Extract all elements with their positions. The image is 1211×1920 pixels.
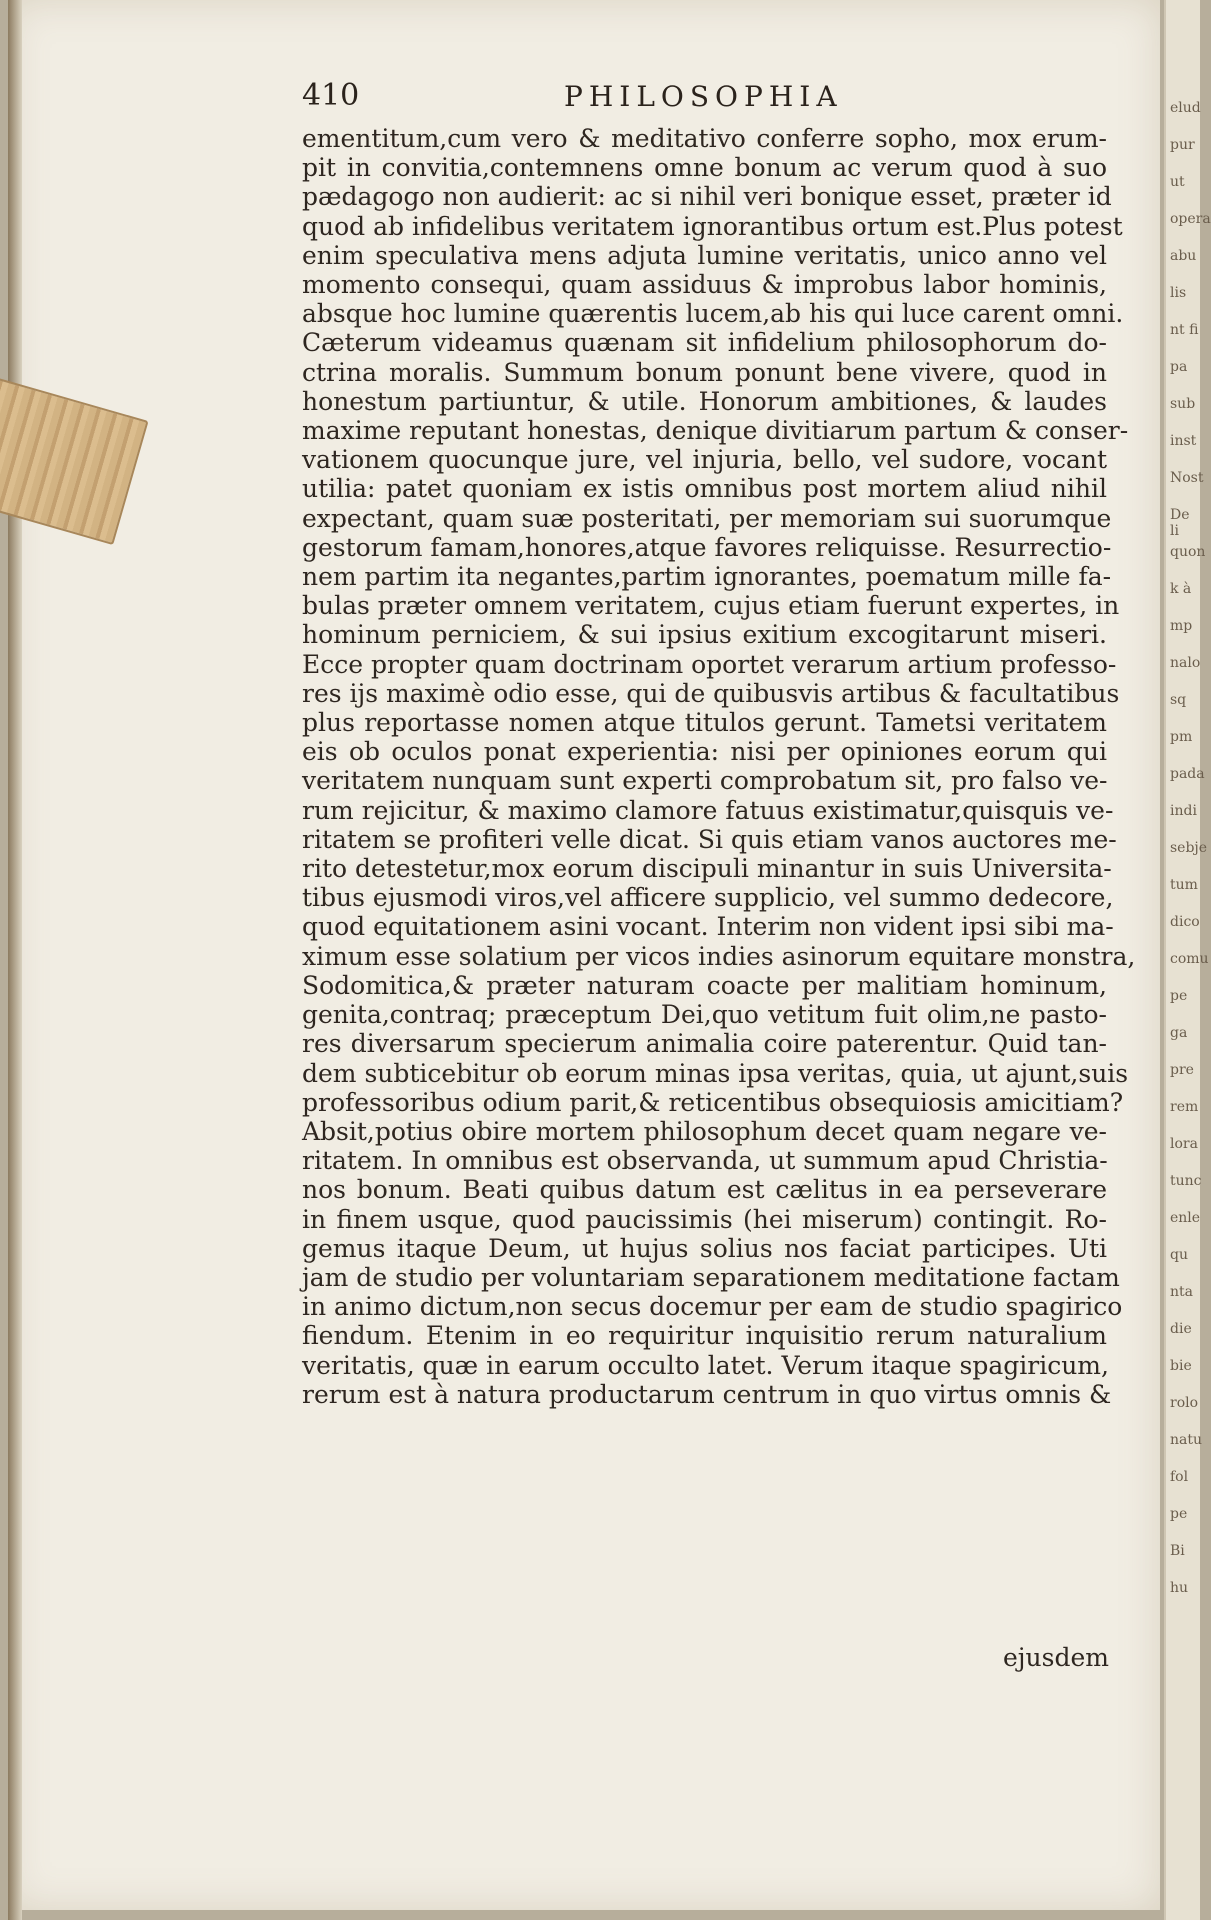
text-line: ritatem se profiteri velle dicat. Si quis etiam vanos auctores me-	[302, 824, 1117, 854]
page-header	[302, 78, 864, 122]
text-line: momento consequi, quam assiduus & improbus labor hominis,	[302, 270, 1107, 300]
text-line: ximum esse solatium per vicos indies asinorum equitare monstra,	[302, 941, 1136, 971]
text-line: maxime reputant honestas, denique divitiarum partum & conser-	[302, 416, 1129, 446]
text-line: Absit,potius obire mortem philosophum decet quam negare ve-	[302, 1116, 1107, 1146]
margin-fragment: k à	[1170, 581, 1192, 597]
margin-fragment: sq	[1170, 692, 1187, 708]
margin-fragment: enle	[1170, 1210, 1201, 1226]
text-line: Ecce propter quam doctrinam oportet verarum artium professo-	[302, 649, 1117, 679]
margin-fragment: mp	[1170, 618, 1193, 634]
margin-fragment: fol	[1170, 1469, 1189, 1485]
margin-fragment: Nost	[1170, 470, 1204, 486]
catchword: ejusdem	[1003, 1643, 1109, 1672]
margin-fragment: pada	[1170, 766, 1205, 782]
margin-fragment: nalo	[1170, 655, 1201, 671]
text-line: genita,contraq; præceptum Dei,quo vetitum fuit olim,ne pasto-	[302, 1000, 1107, 1030]
margin-fragment: sebje	[1170, 840, 1208, 856]
body-text	[302, 124, 1136, 1409]
running-title: PHILOSOPHIA	[564, 80, 843, 113]
text-line: ctrina moralis. Summum bonum ponunt bene vivere, quod in	[302, 357, 1107, 387]
text-line: rum rejicitur, & maximo clamore fatuus existimatur,quisquis ve-	[302, 795, 1114, 825]
text-line: absque hoc lumine quærentis lucem,ab his qui luce carent omni.	[302, 299, 1124, 329]
margin-fragment: bie	[1170, 1358, 1192, 1374]
spine-shadow	[8, 0, 22, 1920]
margin-fragment: dico	[1170, 914, 1200, 930]
margin-fragment: tum	[1170, 877, 1198, 893]
text-line: enim speculativa mens adjuta lumine veritatis, unico anno vel	[302, 240, 1107, 270]
margin-fragment: quon	[1170, 544, 1206, 560]
text-line: quod ab infidelibus veritatem ignorantibus ortum est.Plus potest	[302, 211, 1123, 241]
text-line: Cæterum videamus quænam sit infidelium philosophorum do-	[302, 328, 1107, 358]
margin-fragment: pre	[1170, 1062, 1194, 1078]
margin-fragment: rem	[1170, 1099, 1199, 1115]
text-line: professoribus odium parit,& reticentibus obsequiosis amicitiam?	[302, 1087, 1124, 1117]
text-line: rito detestetur,mox eorum discipuli minantur in suis Universita-	[302, 854, 1112, 884]
text-line: hominum perniciem, & sui ipsius exitium excogitarunt miseri.	[302, 620, 1107, 650]
text-line: bulas præter omnem veritatem, cujus etiam fuerunt expertes, in	[302, 591, 1120, 621]
text-line: vationem quocunque jure, vel injuria, bello, vel sudore, vocant	[302, 445, 1107, 475]
margin-fragment: nta	[1170, 1284, 1193, 1300]
text-line: rerum est à natura productarum centrum in quo virtus omnis &	[302, 1379, 1112, 1409]
text-line: dem subticebitur ob eorum minas ipsa veritas, quia, ut ajunt,suis	[302, 1058, 1129, 1088]
margin-fragment: natu	[1170, 1432, 1203, 1448]
margin-fragment: qu	[1170, 1247, 1188, 1263]
text-line: nem partim ita negantes,partim ignorantes, poematum mille fa-	[302, 562, 1112, 592]
margin-fragment: die	[1170, 1321, 1192, 1337]
margin-fragment: rolo	[1170, 1395, 1199, 1411]
margin-fragment: inst	[1170, 433, 1197, 449]
margin-fragment: sub	[1170, 396, 1196, 412]
text-line: pædagogo non audierit: ac si nihil veri bonique esset, præter id	[302, 182, 1112, 212]
text-line: plus reportasse nomen atque titulos gerunt. Tametsi veritatem	[302, 708, 1107, 738]
next-page-edge	[1164, 0, 1211, 1920]
margin-fragment: pe	[1170, 988, 1188, 1004]
page-number: 410	[302, 78, 360, 113]
text-line: utilia: patet quoniam ex istis omnibus post mortem aliud nihil	[302, 474, 1107, 504]
text-line: veritatem nunquam sunt experti comprobatum sit, pro falso ve-	[302, 766, 1108, 796]
margin-fragment: nt fi	[1170, 322, 1199, 338]
margin-fragment: pur	[1170, 137, 1195, 153]
text-line: in finem usque, quod paucissimis (hei miserum) contingit. Ro-	[302, 1204, 1107, 1234]
text-line: ementitum,cum vero & meditativo conferre sopho, mox erum-	[302, 124, 1107, 153]
text-line: Sodomitica,& præter naturam coacte per malitiam hominum,	[302, 970, 1107, 1000]
margin-fragment: opera	[1170, 211, 1211, 227]
margin-fragment: ga	[1170, 1025, 1188, 1041]
text-line: gemus itaque Deum, ut hujus solius nos faciat participes. Uti	[302, 1233, 1107, 1263]
text-line: veritatis, quæ in earum occulto latet. Verum itaque spagiricum,	[302, 1350, 1109, 1380]
margin-fragment: abu	[1170, 248, 1197, 264]
margin-fragment: elud	[1170, 100, 1201, 116]
text-line: quod equitationem asini vocant. Interim non vident ipsi sibi ma-	[302, 912, 1114, 942]
margin-fragment: pm	[1170, 729, 1193, 745]
margin-fragment: Bi	[1170, 1543, 1185, 1559]
text-line: tibus ejusmodi viros,vel afficere supplicio, vel summo dedecore,	[302, 883, 1114, 913]
margin-fragment: lis	[1170, 285, 1187, 301]
margin-fragment: pa	[1170, 359, 1188, 375]
text-line: res ijs maximè odio esse, qui de quibusvis artibus & facultatibus	[302, 678, 1120, 708]
margin-fragment: De li	[1170, 507, 1190, 539]
text-line: jam de studio per voluntariam separationem meditatione factam	[302, 1262, 1120, 1292]
text-line: honestum partiuntur, & utile. Honorum ambitiones, & laudes	[302, 386, 1107, 416]
text-line: eis ob oculos ponat experientia: nisi per opiniones eorum qui	[302, 737, 1107, 767]
text-line: fiendum. Etenim in eo requiritur inquisitio rerum naturalium	[302, 1321, 1107, 1351]
margin-fragment: tunc	[1170, 1173, 1202, 1189]
text-line: gestorum famam,honores,atque favores reliquisse. Resurrectio-	[302, 532, 1112, 562]
margin-fragment: pe	[1170, 1506, 1188, 1522]
text-line: res diversarum specierum animalia coire paterentur. Quid tan-	[302, 1029, 1107, 1059]
text-line: expectant, quam suæ posteritati, per memoriam sui suorumque	[302, 503, 1112, 533]
margin-fragment: hu	[1170, 1580, 1189, 1596]
margin-fragment: comu	[1170, 951, 1209, 967]
text-line: pit in convitia,contemnens omne bonum ac verum quod à suo	[302, 153, 1107, 183]
margin-fragment: indi	[1170, 803, 1197, 819]
margin-fragment: ut	[1170, 174, 1185, 190]
text-line: nos bonum. Beati quibus datum est cælitus in ea perseverare	[302, 1175, 1107, 1205]
margin-fragment: lora	[1170, 1136, 1198, 1152]
text-line: in animo dictum,non secus docemur per eam de studio spagirico	[302, 1292, 1123, 1322]
text-line: ritatem. In omnibus est observanda, ut summum apud Christia-	[302, 1146, 1108, 1176]
